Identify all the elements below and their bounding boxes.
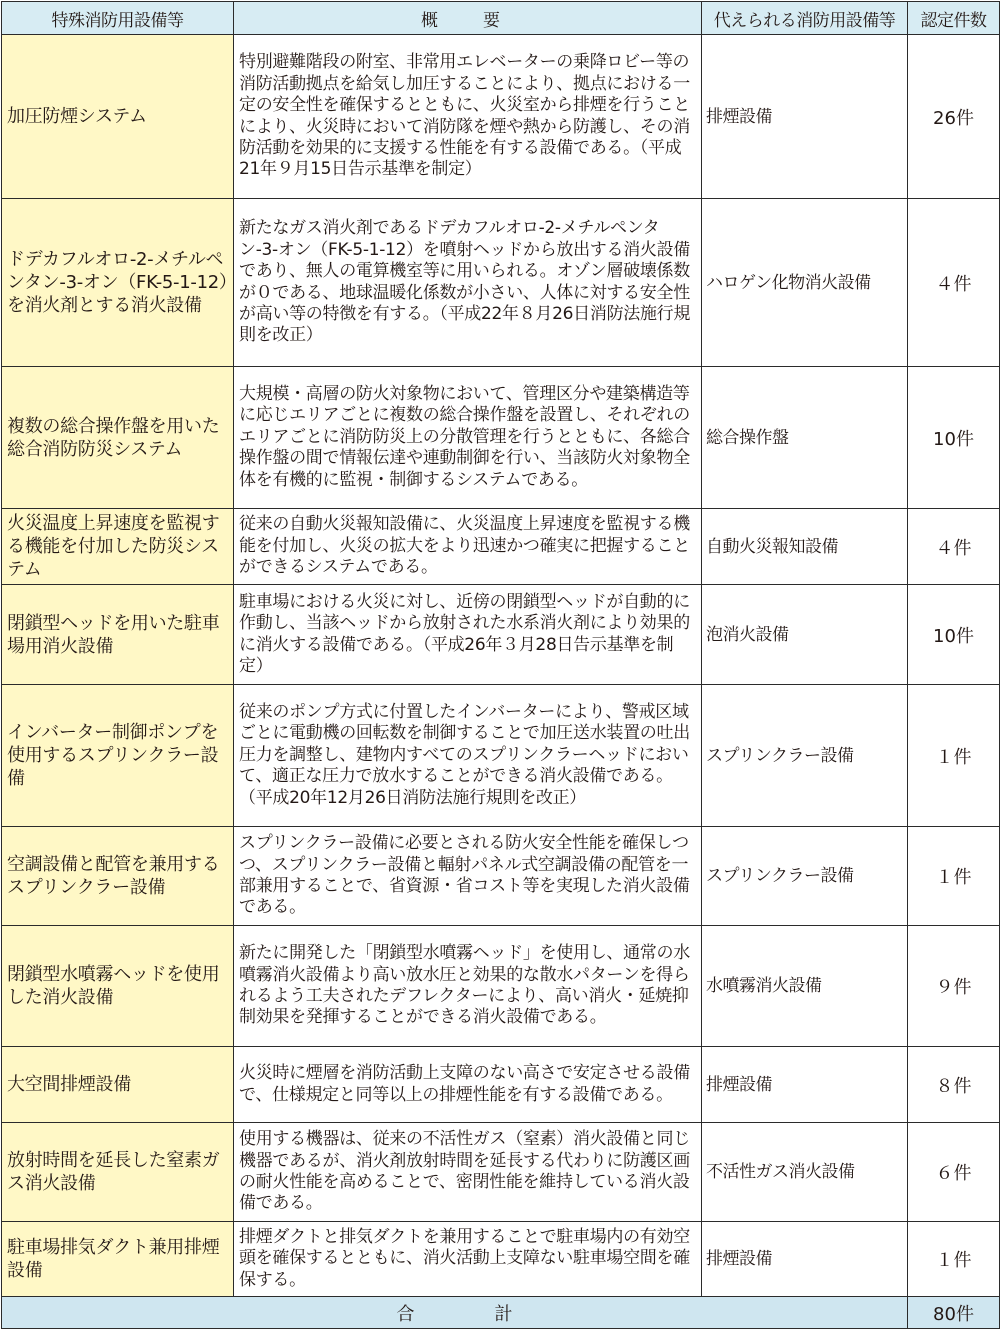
certified-count: １件 xyxy=(908,685,1000,827)
replaced-equipment: 泡消火設備 xyxy=(702,585,908,685)
certified-count: 10件 xyxy=(908,585,1000,685)
total-label: 合計 xyxy=(2,1297,908,1329)
equipment-name: 駐車場排気ダクト兼用排煙設備 xyxy=(2,1222,234,1297)
table-row xyxy=(2,926,1000,1047)
overview-text: 排煙ダクトと排気ダクトを兼用することで駐車場内の有効空頭を確保するとともに、消火活動上支障ない駐車場空間を確保する。 xyxy=(234,1222,702,1297)
table-row xyxy=(2,509,1000,585)
certified-count: ６件 xyxy=(908,1123,1000,1222)
table-row xyxy=(2,1123,1000,1222)
overview-text: 駐車場における火災に対し、近傍の閉鎖型ヘッドが自動的に作動し、当該ヘッドから放射された水系消火剤により効果的に消火する設備である。（平成26年３月28日告示基準を制定） xyxy=(234,585,702,685)
header-equipment: 特殊消防用設備等 xyxy=(2,2,234,35)
certified-count: ４件 xyxy=(908,199,1000,367)
certified-count: 10件 xyxy=(908,367,1000,509)
overview-text: 火災時に煙層を消防活動上支障のない高さで安定させる設備で、仕様規定と同等以上の排煙性能を有する設備である。 xyxy=(234,1047,702,1123)
total-count: 80件 xyxy=(908,1297,1000,1329)
table-row xyxy=(2,35,1000,199)
replaced-equipment: スプリンクラー設備 xyxy=(702,685,908,827)
replaced-equipment: 自動火災報知設備 xyxy=(702,509,908,585)
header-overview: 概 要 xyxy=(234,2,702,35)
table-row xyxy=(2,1047,1000,1123)
equipment-name: 放射時間を延長した窒素ガス消火設備 xyxy=(2,1123,234,1222)
replaced-equipment: 排煙設備 xyxy=(702,35,908,199)
overview-text: 特別避難階段の附室、非常用エレベーターの乗降ロビー等の消防活動拠点を給気し加圧することにより、拠点における一定の安全性を確保するとともに、火災室から排煙を行うことにより、火災時において消防隊を煙や熱から防護し、その消防活動を効果的に支援する性能を有する設備である。（平成21年９月15日告示基準を制定） xyxy=(234,35,702,199)
table-row xyxy=(2,1222,1000,1297)
certified-count: ９件 xyxy=(908,926,1000,1047)
equipment-name: 閉鎖型ヘッドを用いた駐車場用消火設備 xyxy=(2,585,234,685)
certified-count: ４件 xyxy=(908,509,1000,585)
certified-count: ８件 xyxy=(908,1047,1000,1123)
table-row xyxy=(2,685,1000,827)
overview-text: 大規模・高層の防火対象物において、管理区分や建築構造等に応じエリアごとに複数の総合操作盤を設置し、それぞれのエリアごとに消防防災上の分散管理を行うとともに、各総合操作盤の間で情報伝達や連動制御を行い、当該防火対象物全体を有機的に監視・制御するシステムである。 xyxy=(234,367,702,509)
total-row xyxy=(2,1297,1000,1329)
table-footer xyxy=(2,1297,1000,1329)
table-header xyxy=(2,2,1000,35)
equipment-name: 閉鎖型水噴霧ヘッドを使用した消火設備 xyxy=(2,926,234,1047)
table-row xyxy=(2,585,1000,685)
replaced-equipment: 総合操作盤 xyxy=(702,367,908,509)
equipment-name: ドデカフルオロ-2-メチルペンタン-3-オン（FK-5-1-12）を消火剤とする消火設備 xyxy=(2,199,234,367)
equipment-name: インバーター制御ポンプを使用するスプリンクラー設備 xyxy=(2,685,234,827)
certification-table xyxy=(1,1,1000,1329)
certified-count: １件 xyxy=(908,827,1000,926)
table-body xyxy=(2,35,1000,1297)
certified-count: 26件 xyxy=(908,35,1000,199)
overview-text: 従来の自動火災報知設備に、火災温度上昇速度を監視する機能を付加し、火災の拡大をより迅速かつ確実に把握することができるシステムである。 xyxy=(234,509,702,585)
overview-text: 新たに開発した「閉鎖型水噴霧ヘッド」を使用し、通常の水噴霧消火設備より高い放水圧と効果的な散水パターンを得られるよう工夫されたデフレクターにより、高い消火・延焼抑制効果を発揮することができる消火設備である。 xyxy=(234,926,702,1047)
table-row xyxy=(2,199,1000,367)
equipment-name: 火災温度上昇速度を監視する機能を付加した防災システム xyxy=(2,509,234,585)
header-row xyxy=(2,2,1000,35)
certified-count: １件 xyxy=(908,1222,1000,1297)
replaced-equipment: 不活性ガス消火設備 xyxy=(702,1123,908,1222)
header-replaced: 代えられる消防用設備等 xyxy=(702,2,908,35)
table-row xyxy=(2,827,1000,926)
overview-text: スプリンクラー設備に必要とされる防火安全性能を確保しつつ、スプリンクラー設備と輻射パネル式空調設備の配管を一部兼用することで、省資源・省コスト等を実現した消火設備である。 xyxy=(234,827,702,926)
table-row xyxy=(2,367,1000,509)
equipment-name: 加圧防煙システム xyxy=(2,35,234,199)
overview-text: 従来のポンプ方式に付置したインバーターにより、警戒区域ごとに電動機の回転数を制御することで加圧送水装置の吐出圧力を調整し、建物内すべてのスプリンクラーヘッドにおいて、適正な圧力で放水することができる消火設備である。（平成20年12月26日消防法施行規則を改正） xyxy=(234,685,702,827)
replaced-equipment: 水噴霧消火設備 xyxy=(702,926,908,1047)
replaced-equipment: ハロゲン化物消火設備 xyxy=(702,199,908,367)
equipment-name: 大空間排煙設備 xyxy=(2,1047,234,1123)
replaced-equipment: 排煙設備 xyxy=(702,1222,908,1297)
replaced-equipment: スプリンクラー設備 xyxy=(702,827,908,926)
replaced-equipment: 排煙設備 xyxy=(702,1047,908,1123)
equipment-name: 複数の総合操作盤を用いた総合消防防災システム xyxy=(2,367,234,509)
overview-text: 使用する機器は、従来の不活性ガス（窒素）消火設備と同じ機器であるが、消火剤放射時間を延長する代わりに防護区画の耐火性能を高めることで、密閉性能を維持している消火設備である。 xyxy=(234,1123,702,1222)
equipment-name: 空調設備と配管を兼用するスプリンクラー設備 xyxy=(2,827,234,926)
overview-text: 新たなガス消火剤であるドデカフルオロ-2-メチルペンタン-3-オン（FK-5-1-12）を噴射ヘッドから放出する消火設備であり、無人の電算機室等に用いられる。オゾン層破壊係数が０である、地球温暖化係数が小さい、人体に対する安全性が高い等の特徴を有する。（平成22年８月26日消防法施行規則を改正） xyxy=(234,199,702,367)
header-count: 認定件数 xyxy=(908,2,1000,35)
